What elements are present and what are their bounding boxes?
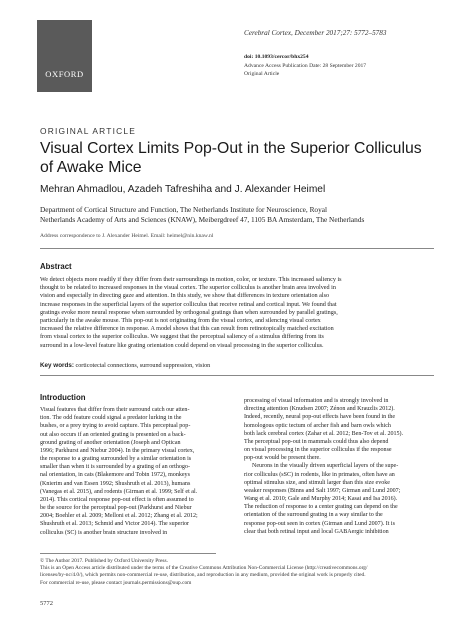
intro-line: tion. The odd feature could signal a predator lurking in the: [40, 415, 182, 422]
article-title: [40, 139, 460, 177]
correspondence: Address correspondence to J. Alexander Heimel. Email: heimel@nin.knaw.nl: [40, 233, 214, 239]
intro-line: homologous optic tectum of archer fish and barn owls which: [244, 422, 391, 429]
license-line-3: For commercial re-use, please contact journals.permissions@oup.com: [40, 579, 192, 586]
abstract-line: increase responses in the superficial layers of the superior colliculus that receive retinal and cortical input. We found that: [40, 301, 337, 308]
affiliation-line-2: Netherlands Academy of Arts and Sciences (KNAW), Meibergdreef 47, 1105 BA Amsterdam, The Netherlands: [40, 215, 365, 224]
article-type: Original Article: [244, 71, 280, 77]
intro-line: bushes, or a prey trying to avoid capture. This perceptual pop-: [40, 423, 191, 430]
author-list: Mehran Ahmadlou, Azadeh Tafreshiha and J. Alexander Heimel: [40, 184, 326, 195]
article-kicker: ORIGINAL ARTICLE: [40, 126, 136, 136]
intro-line: nal orientation, in cats (Blakemore and Tobin 1972), monkeys: [40, 472, 190, 479]
journal-citation: Cerebral Cortex, December 2017;27: 5772–5783: [244, 29, 387, 37]
oxford-logo[interactable]: [37, 20, 92, 92]
intro-line: Wang et al. 2010; Gale and Murphy 2014; Kasai and Isa 2016).: [244, 496, 398, 503]
intro-line: the response to a grating surrounded by a similar orientation is: [40, 456, 192, 463]
license-line-1[interactable]: This is an Open Access article distributed under the terms of the Creative Commons Attribution Non-Commercial License (http://creativecommons.org/: [40, 565, 368, 572]
introduction-heading: Introduction: [40, 393, 86, 402]
title-line-1: Visual Cortex Limits Pop-Out in the Superior Colliculus: [40, 140, 422, 157]
intro-line: be the source for the perceptual pop-out (Parkhurst and Niebur: [40, 505, 192, 512]
page-number: 5772: [40, 600, 53, 607]
introduction-column-right: [244, 397, 444, 536]
abstract-line: gratings evoke more neural response when surrounded by orthogonal gratings than when surrounded by parallel gratings,: [40, 309, 338, 316]
intro-line: optimal stimulus size, and stimuli larger than this size evoke: [244, 479, 390, 486]
intro-line: Shushruth et al. 2013; Schmid and Victor 2014). The superior: [40, 521, 190, 528]
pub-date: Advance Access Publication Date: 28 September 2017: [244, 63, 367, 69]
intro-line: response pop-out seen in cortex (Girman and Lund 2007). It is: [244, 520, 395, 527]
abstract-line: We detect objects more readily if they differ from their surroundings in motion, color, or texture. This increased saliency is: [40, 277, 342, 283]
intro-line: rior colliculus (sSC) in rodents, like in primates, often have an: [244, 471, 395, 478]
intro-line: smaller than when it is surrounded by a grating of an orthogo-: [40, 464, 190, 471]
intro-line: colliculus (SC) is another brain structure involved in: [40, 529, 168, 536]
abstract-heading: Abstract: [40, 262, 72, 271]
intro-line: Visual features that differ from their surround catch our atten-: [40, 407, 190, 413]
intro-line: clear that both retinal input and local GABAergic inhibition: [244, 528, 389, 535]
intro-line: (Vanegas et al. 2015), and rodents (Girman et al. 1999; Self et al.: [40, 488, 198, 495]
abstract-line: from visual cortex to the superior colliculus. We suggest that the perceptual saliency of a stimulus differing from its: [40, 334, 324, 341]
affiliation-line-1: Department of Cortical Structure and Function, The Netherlands Institute for Neuroscience, Royal: [40, 205, 327, 214]
divider-abstract: [40, 375, 434, 376]
title-line-2: of Awake Mice: [40, 159, 142, 176]
intro-line: The reduction of response to a center grating can depend on the: [244, 504, 398, 511]
abstract-line: vision and especially in directing gaze and attention. In this study, we show that differences in texture orientation also: [40, 293, 330, 300]
doi[interactable]: doi: 10.1093/cercor/bhx254: [244, 54, 309, 60]
license-line-2: licenses/by-nc/4.0/), which permits non-commercial re-use, distribution, and reproduction in any medium, provided the original work is properly cited.: [40, 572, 366, 579]
intro-line: Indeed, recently, neural pop-out effects have been found in the: [244, 414, 396, 421]
footnote-rule: [40, 553, 216, 554]
abstract-line: increased the relative difference in response. A model shows that this can result from retinotopically matched excitation: [40, 326, 334, 333]
abstract-line: surround in a low-level feature like grating orientation could depend on visual processing in the superior colliculus.: [40, 342, 324, 349]
intro-line: The perceptual pop-out in mammals could thus also depend: [244, 438, 389, 445]
keywords-label: Key words:: [40, 362, 74, 369]
intro-line: ground grating of another orientation (Joseph and Optican: [40, 439, 181, 446]
logo-text: OXFORD: [45, 69, 84, 79]
intro-line: 2004; Boehler et al. 2009; Melloni et al. 2012; Zhang et al. 2012;: [40, 513, 198, 520]
divider-top: [40, 248, 434, 249]
abstract-line: thought to be related to increased responses in the visual cortex. The superior colliculus is another brain area involved in: [40, 285, 336, 292]
intro-line: on visual processing in the superior colliculus if the response: [244, 447, 392, 454]
keywords: [40, 362, 210, 369]
license-footer: [40, 558, 440, 587]
intro-line: pop-out would be present there.: [244, 455, 321, 462]
intro-line: (Knierim and van Essen 1992; Shushruth et al. 2013), humans: [40, 480, 191, 487]
intro-line: Neurons in the visually driven superficial layers of the supe-: [252, 463, 399, 470]
intro-line: out also occurs if an oriented grating is presented on a back-: [40, 431, 186, 438]
introduction-column-left: [40, 406, 240, 537]
keywords-text: corticotectal connections, surround suppression, vision: [75, 363, 211, 369]
intro-line: processing of visual information and is strongly involved in: [244, 398, 389, 404]
intro-line: directing attention (Knudsen 2007; Zénon and Krauzlis 2012).: [244, 406, 395, 413]
intro-line: orientation of the surround grating in a way similar to the: [244, 512, 383, 519]
intro-line: 2014). This cortical response pop-out effect is often assumed to: [40, 496, 194, 503]
intro-line: both lack cerebral cortex (Zahar et al. 2012; Ben-Tov et al. 2015).: [244, 430, 404, 437]
intro-line: 1996; Parkhurst and Niebur 2004). In the primary visual cortex,: [40, 447, 195, 454]
publication-meta: [244, 62, 366, 78]
affiliation: [40, 205, 460, 225]
abstract-line: particularly in the awake mouse. This pop-out is not originating from the visual cortex, and silencing visual cortex: [40, 318, 321, 325]
abstract-body: [40, 276, 436, 350]
intro-line: weaker responses (Binns and Salt 1997; Girman and Lund 2007;: [244, 487, 401, 494]
copyright: © The Author 2017. Published by Oxford University Press.: [40, 558, 168, 564]
